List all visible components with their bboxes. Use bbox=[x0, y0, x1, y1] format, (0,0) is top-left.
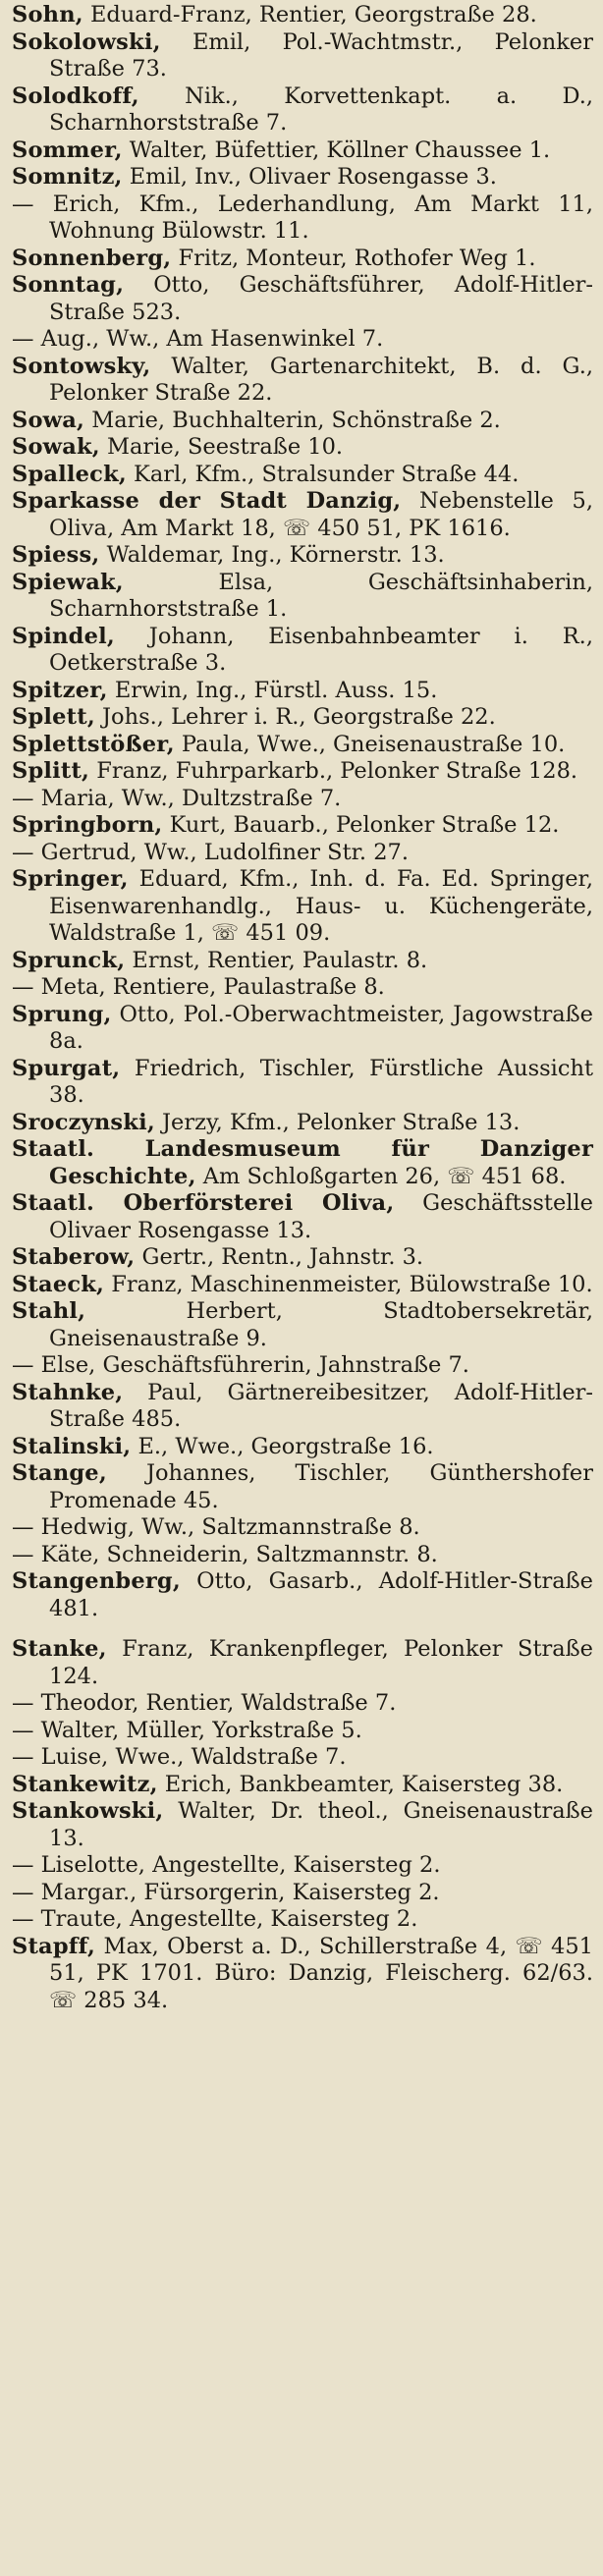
entry-name: Stalinski, bbox=[12, 1433, 132, 1459]
entry-details: Johannes, Tischler, Günthershofer Promenade 45. bbox=[49, 1460, 593, 1513]
directory-entry bbox=[12, 570, 593, 624]
entry-name: Somnitz, bbox=[12, 164, 123, 190]
entry-name: Staatl. Oberförsterei Oliva, bbox=[12, 1190, 395, 1216]
entry-details: Paula, Wwe., Gneisenaustraße 10. bbox=[174, 731, 566, 757]
entry-details: — Käte, Schneiderin, Saltzmannstr. 8. bbox=[12, 1541, 438, 1567]
directory-entry bbox=[12, 1244, 593, 1272]
entry-details: Kurt, Bauarb., Pelonker Straße 12. bbox=[162, 812, 560, 838]
entry-details: Johann, Eisenbahnbeamter i. R., Oetkerstraße 3. bbox=[49, 623, 593, 676]
directory-entry bbox=[12, 354, 593, 408]
directory-entry bbox=[12, 272, 593, 326]
entry-details: Fritz, Monteur, Rothofer Weg 1. bbox=[171, 245, 536, 271]
directory-entry bbox=[12, 192, 593, 246]
directory-entry bbox=[12, 1460, 593, 1514]
entry-name: Staeck, bbox=[12, 1271, 105, 1297]
entry-name: Sohn, bbox=[12, 2, 83, 27]
entry-details: — Meta, Rentiere, Paulastraße 8. bbox=[12, 974, 385, 1000]
entry-name: Stange, bbox=[12, 1460, 107, 1486]
directory-entry bbox=[12, 704, 593, 732]
entry-name: Stanke, bbox=[12, 1636, 107, 1662]
directory-entry bbox=[12, 1690, 593, 1718]
entry-details: Marie, Seestraße 10. bbox=[99, 434, 344, 460]
entry-name: Solodkoff, bbox=[12, 82, 139, 109]
entry-name: Splitt, bbox=[12, 758, 90, 784]
directory-entry bbox=[12, 137, 593, 165]
directory-entry bbox=[12, 1002, 593, 1056]
entry-name: Sowa, bbox=[12, 407, 85, 433]
directory-entry bbox=[12, 1298, 593, 1352]
directory-entry bbox=[12, 83, 593, 137]
directory-entry bbox=[12, 1798, 593, 1852]
entry-details: — Else, Geschäftsführerin, Jahnstraße 7. bbox=[12, 1352, 469, 1378]
directory-entry bbox=[12, 1906, 593, 1934]
directory-entry bbox=[12, 1272, 593, 1299]
directory-entry bbox=[12, 786, 593, 813]
entry-details: — Maria, Ww., Dultzstraße 7. bbox=[12, 785, 342, 811]
entry-details: Walter, Büfettier, Köllner Chaussee 1. bbox=[122, 137, 551, 163]
entry-name: Sprunck, bbox=[12, 947, 126, 973]
entry-name: Splett, bbox=[12, 704, 95, 730]
entry-name: Spiess, bbox=[12, 542, 100, 568]
entry-details: — Theodor, Rentier, Waldstraße 7. bbox=[12, 1690, 397, 1716]
directory-entry bbox=[12, 1772, 593, 1799]
directory-entry bbox=[12, 812, 593, 840]
entry-details: Gertr., Rentn., Jahnstr. 3. bbox=[135, 1244, 424, 1270]
entry-name: Sonntag, bbox=[12, 272, 125, 298]
directory-entry bbox=[12, 678, 593, 705]
directory-entry bbox=[12, 974, 593, 1002]
directory-entry bbox=[12, 758, 593, 786]
entry-details: E., Wwe., Georgstraße 16. bbox=[131, 1433, 434, 1459]
entry-details: — Liselotte, Angestellte, Kaisersteg 2. bbox=[12, 1852, 441, 1878]
entry-details: — Hedwig, Ww., Saltzmannstraße 8. bbox=[12, 1514, 420, 1540]
entry-details: Jerzy, Kfm., Pelonker Straße 13. bbox=[154, 1109, 521, 1135]
directory-entry bbox=[12, 1744, 593, 1772]
directory-entry bbox=[12, 732, 593, 759]
entry-name: Staberow, bbox=[12, 1244, 136, 1270]
entry-details: Otto, Geschäftsführer, Adolf-Hitler-Straße 523. bbox=[49, 272, 593, 325]
entry-name: Sontowsky, bbox=[12, 353, 151, 379]
entry-details: Elsa, Geschäftsinhaberin, Scharnhorststraße 1. bbox=[49, 569, 593, 622]
entry-details: Marie, Buchhalterin, Schönstraße 2. bbox=[84, 407, 501, 433]
entry-name: Sonnenberg, bbox=[12, 245, 172, 271]
entry-details: Paul, Gärtnereibesitzer, Adolf-Hitler-Straße 485. bbox=[49, 1379, 593, 1432]
entry-name: Sowak, bbox=[12, 434, 100, 460]
entry-details: Eduard, Kfm., Inh. d. Fa. Ed. Springer, Eisenwarenhandlg., Haus- u. Küchengeräte, Waldstraße 1, ☏ 451 09. bbox=[49, 866, 593, 946]
directory-entry bbox=[12, 434, 593, 462]
entry-name: Staatl. Landesmuseum für Danziger Geschichte, bbox=[12, 1136, 593, 1189]
entry-details: — Gertrud, Ww., Ludolfiner Str. 27. bbox=[12, 839, 409, 865]
entry-details: Walter, Dr. theol., Gneisenaustraße 13. bbox=[49, 1798, 593, 1851]
directory-entry bbox=[12, 1934, 593, 2015]
entry-name: Springer, bbox=[12, 866, 129, 892]
directory-entry bbox=[12, 866, 593, 948]
directory-entry bbox=[12, 326, 593, 354]
directory-entry bbox=[12, 1542, 593, 1569]
directory-entry bbox=[12, 1136, 593, 1190]
directory-entry bbox=[12, 1636, 593, 1690]
entry-details: Otto, Pol.-Oberwachtmeister, Jagowstraße 8a. bbox=[49, 1001, 593, 1054]
entry-details: — Luise, Wwe., Waldstraße 7. bbox=[12, 1744, 347, 1770]
directory-entry bbox=[12, 840, 593, 867]
entry-name: Stahnke, bbox=[12, 1379, 124, 1405]
directory-entry bbox=[12, 462, 593, 489]
entry-details: — Aug., Ww., Am Hasenwinkel 7. bbox=[12, 326, 384, 352]
directory-entry bbox=[12, 29, 593, 83]
entry-details: — Walter, Müller, Yorkstraße 5. bbox=[12, 1717, 362, 1743]
entry-name: Sommer, bbox=[12, 137, 123, 163]
entry-name: Spiewak, bbox=[12, 569, 124, 595]
directory-entry bbox=[12, 1514, 593, 1542]
entry-name: Spalleck, bbox=[12, 461, 127, 487]
entry-details: Erich, Bankbeamter, Kaisersteg 38. bbox=[157, 1771, 564, 1797]
entry-details: Ernst, Rentier, Paulastr. 8. bbox=[125, 947, 428, 973]
entry-details: Emil, Inv., Olivaer Rosengasse 3. bbox=[122, 164, 497, 190]
entry-details: — Traute, Angestellte, Kaisersteg 2. bbox=[12, 1906, 418, 1932]
entry-details: — Margar., Fürsorgerin, Kaisersteg 2. bbox=[12, 1879, 440, 1905]
entry-name: Stankowski, bbox=[12, 1798, 164, 1824]
entry-details: Franz, Maschinenmeister, Bülowstraße 10. bbox=[104, 1271, 593, 1297]
entry-name: Stankewitz, bbox=[12, 1771, 158, 1797]
directory-entry bbox=[12, 1056, 593, 1110]
entry-name: Sroczynski, bbox=[12, 1109, 155, 1135]
entry-details: Walter, Gartenarchitekt, B. d. G., Pelonker Straße 22. bbox=[49, 353, 593, 406]
entry-details: Johs., Lehrer i. R., Georgstraße 22. bbox=[94, 704, 496, 730]
directory-entry bbox=[12, 1434, 593, 1461]
entry-details: Nebenstelle 5, Oliva, Am Markt 18, ☏ 450 51, PK 1616. bbox=[49, 488, 593, 541]
entry-details: — Erich, Kfm., Lederhandlung, Am Markt 11, Wohnung Bülowstr. 11. bbox=[12, 191, 593, 244]
directory-entry bbox=[12, 488, 593, 542]
entry-name: Spindel, bbox=[12, 623, 115, 649]
entry-name: Stahl, bbox=[12, 1298, 86, 1324]
directory-entry bbox=[12, 1718, 593, 1745]
entry-details: Geschäftsstelle Olivaer Rosengasse 13. bbox=[49, 1190, 594, 1243]
entry-name: Stapff, bbox=[12, 1933, 96, 1959]
entry-name: Spitzer, bbox=[12, 677, 108, 703]
entry-details: Friedrich, Tischler, Fürstliche Aussicht 38. bbox=[49, 1055, 593, 1108]
entry-name: Sparkasse der Stadt Danzig, bbox=[12, 488, 402, 514]
entry-name: Springborn, bbox=[12, 812, 163, 838]
directory-entry bbox=[12, 2, 593, 29]
directory-entry bbox=[12, 1852, 593, 1880]
directory-entry bbox=[12, 948, 593, 975]
entry-name: Sokolowski, bbox=[12, 28, 161, 55]
directory-entry bbox=[12, 624, 593, 678]
entry-details: Nik., Korvettenkapt. a. D., Scharnhorststraße 7. bbox=[49, 82, 593, 136]
entry-details: Karl, Kfm., Stralsunder Straße 44. bbox=[126, 461, 520, 487]
directory-entry bbox=[12, 1110, 593, 1137]
directory-entry bbox=[12, 408, 593, 435]
directory-entry bbox=[12, 1352, 593, 1380]
entry-name: Sprung, bbox=[12, 1001, 112, 1027]
entry-details: Erwin, Ing., Fürstl. Auss. 15. bbox=[107, 677, 438, 703]
directory-entry bbox=[12, 1380, 593, 1434]
entry-details: Herbert, Stadtobersekretär, Gneisenaustraße 9. bbox=[49, 1298, 593, 1351]
entry-details: Franz, Fuhrparkarb., Pelonker Straße 128. bbox=[89, 758, 578, 784]
entry-details: Emil, Pol.-Wachtmstr., Pelonker Straße 73. bbox=[49, 28, 593, 82]
entry-details: Waldemar, Ing., Körnerstr. 13. bbox=[99, 542, 445, 568]
directory-entry bbox=[12, 1880, 593, 1907]
entry-name: Splettstößer, bbox=[12, 731, 175, 757]
directory-entry bbox=[12, 1190, 593, 1244]
entry-details: Otto, Gasarb., Adolf-Hitler-Straße 481. bbox=[49, 1568, 593, 1621]
entry-details: Eduard-Franz, Rentier, Georgstraße 28. bbox=[82, 2, 537, 27]
entry-name: Stangenberg, bbox=[12, 1568, 181, 1594]
directory-entry bbox=[12, 542, 593, 570]
directory-entry bbox=[12, 164, 593, 192]
entry-details: Max, Oberst a. D., Schillerstraße 4, ☏ 451 51, PK 1701. Büro: Danzig, Fleischerg. 62/63. ☏ 285 34. bbox=[49, 1933, 593, 2013]
entry-details: Franz, Krankenpfleger, Pelonker Straße 124. bbox=[49, 1636, 593, 1689]
entry-details: Am Schloßgarten 26, ☏ 451 68. bbox=[195, 1163, 567, 1189]
directory-entry bbox=[12, 1568, 593, 1622]
directory-entry bbox=[12, 246, 593, 273]
entry-name: Spurgat, bbox=[12, 1055, 121, 1081]
